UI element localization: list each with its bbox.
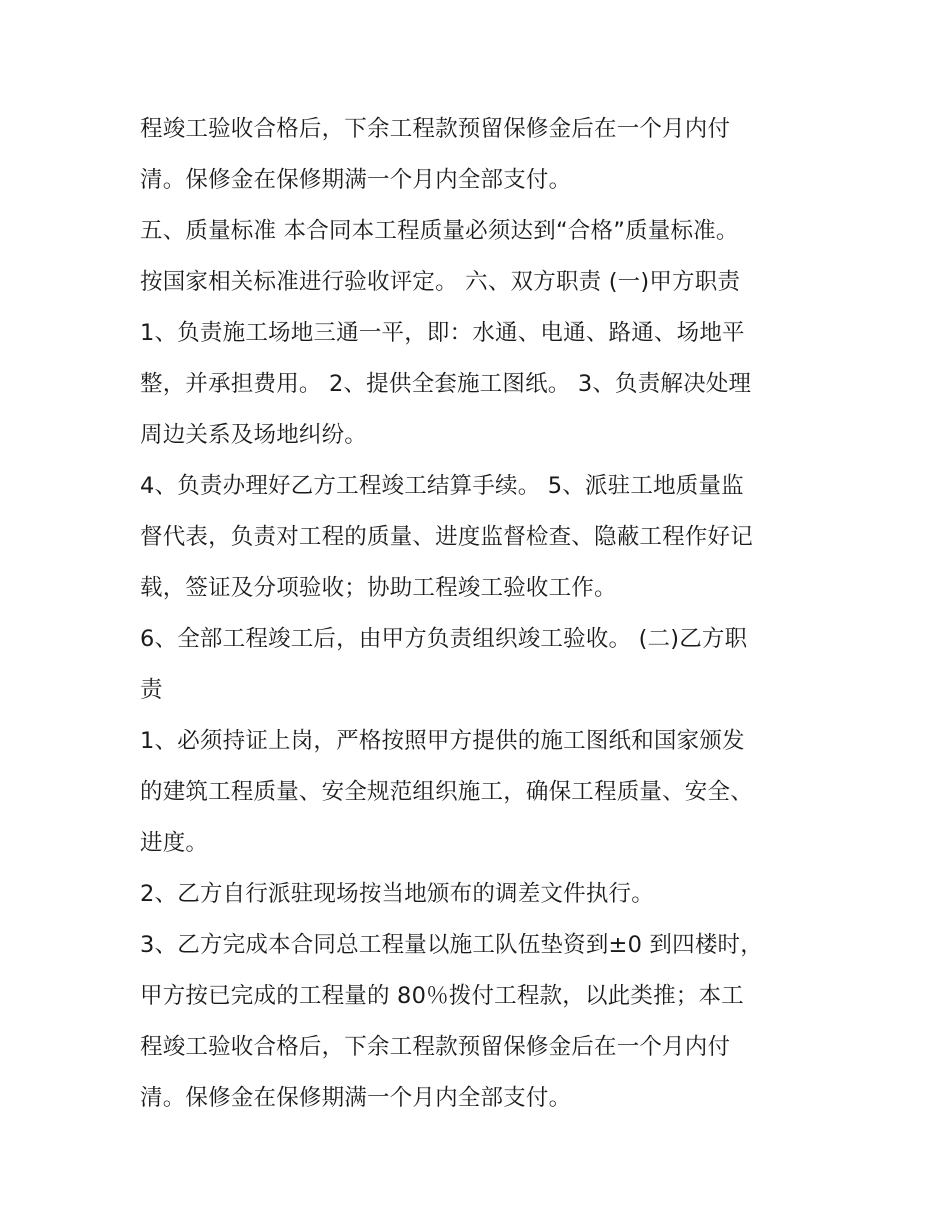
text-line: 3、乙方完成本合同总工程量以施工队伍垫资到±0 到四楼时，: [140, 932, 763, 958]
text-line: 五、质量标准 本合同本工程质量必须达到“合格”质量标准。: [140, 218, 739, 244]
paragraph-party-a-item-1: [140, 308, 820, 461]
text-line: 按国家相关标准进行验收评定。 六、双方职责 (一)甲方职责: [140, 269, 741, 295]
paragraph-party-a-item-4: [140, 461, 820, 614]
text-line: 甲方按已完成的工程量的 80％拨付工程款，以此类推；本工: [140, 983, 744, 1009]
text-line: 周边关系及场地纠纷。: [140, 422, 368, 448]
paragraph-party-b-item-1: [140, 716, 820, 869]
text-line: 的建筑工程质量、安全规范组织施工，确保工程质量、安全、: [140, 779, 753, 805]
paragraph-party-b-item-2: [140, 869, 820, 920]
text-line: 6、全部工程竣工后，由甲方负责组织竣工验收。 (二)乙方职: [140, 626, 748, 652]
text-line: 清。保修金在保修期满一个月内全部支付。: [140, 167, 572, 193]
paragraph-party-b-item-3: [140, 920, 820, 1124]
text-line: 程竣工验收合格后，下余工程款预留保修金后在一个月内付: [140, 116, 731, 142]
text-line: 进度。: [140, 830, 209, 856]
text-line: 4、负责办理好乙方工程竣工结算手续。 5、派驻工地质量监: [140, 473, 744, 499]
document-body: [140, 104, 820, 1124]
text-line: 督代表，负责对工程的质量、进度监督检查、隐蔽工程作好记: [140, 524, 753, 550]
paragraph-party-a-item-6: [140, 614, 820, 716]
text-line: 1、必须持证上岗，严格按照甲方提供的施工图纸和国家颁发: [140, 728, 745, 754]
text-line: 2、乙方自行派驻现场按当地颁布的调差文件执行。: [140, 881, 654, 907]
text-line: 1、负责施工场地三通一平，即：水通、电通、路通、场地平: [140, 320, 745, 346]
text-line: 整，并承担费用。 2、提供全套施工图纸。 3、负责解决处理: [140, 371, 752, 397]
paragraph-payment-continued: [140, 104, 820, 206]
text-line: 责: [140, 677, 163, 703]
text-line: 载，签证及分项验收；协助工程竣工验收工作。: [140, 575, 617, 601]
text-line: 程竣工验收合格后，下余工程款预留保修金后在一个月内付: [140, 1034, 731, 1060]
text-line: 清。保修金在保修期满一个月内全部支付。: [140, 1085, 572, 1111]
paragraph-quality-standard: [140, 206, 820, 308]
